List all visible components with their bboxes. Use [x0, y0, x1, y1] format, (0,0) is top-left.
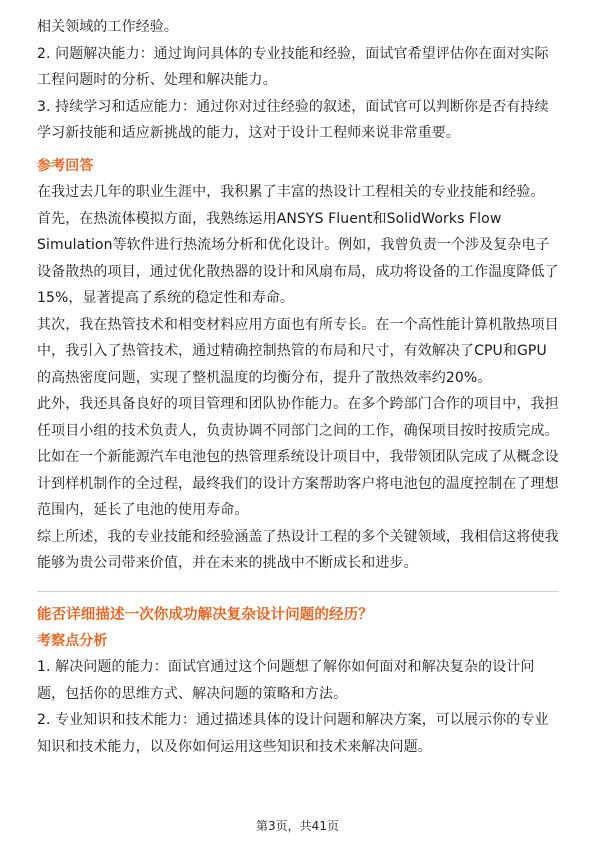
analysis-heading: 考察点分析: [37, 632, 108, 649]
paragraph-continued: 相关领域的工作经验。: [37, 19, 178, 35]
answer-paragraph-4: 此外，我还具备良好的项目管理和团队协作能力。在多个跨部门合作的项目中，我担任项目小组的技术负责人，负责协调不同部门之间的工作，确保项目按时按质完成。比如在一个新能源汽车电池包的热管理系统设计项目中，我带领团队完成了从概念设计到样机制作的全过程，最终我们的设计方案帮助客户将电池包的温度控制在了理想范围内，延长了电池的使用寿命。: [37, 396, 559, 518]
answer-paragraph-1: 在我过去几年的职业生涯中，我积累了丰富的热设计工程相关的专业技能和经验。: [37, 184, 545, 200]
document-page: [37, 14, 559, 760]
answer-paragraph-3: 其次，我在热管技术和相变材料应用方面也有所专长。在一个高性能计算机散热项目中，我引入了热管技术，通过精确控制热管的布局和尺寸，有效解决了CPU和GPU的高热密度问题，实现了整机温度的均衡分布，提升了散热效率约20%。: [37, 316, 559, 386]
answer-paragraph-2: 首先，在热流体模拟方面，我熟练运用ANSYS Fluent和SolidWorks Flow Simulation等软件进行热流场分析和优化设计。例如，我曾负责一个涉及复杂电子设备散热的项目，通过优化散热器的设计和风扇布局，成功将设备的工作温度降低了15%，显著提高了系统的稳定性和寿命。: [37, 210, 559, 306]
next-question-section: [37, 602, 559, 761]
section-divider: [37, 591, 559, 592]
answer-paragraph-5: 综上所述，我的专业技能和经验涵盖了热设计工程的多个关键领域，我相信这将使我能够为贵公司带来价值，并在未来的挑战中不断成长和进步。: [37, 528, 559, 571]
analysis-item-2: 2. 专业知识和技术能力：通过描述具体的设计问题和解决方案，可以展示你的专业知识和技术能力，以及你如何运用这些知识和技术来解决问题。: [37, 712, 549, 755]
question-title: 能否详细描述一次你成功解决复杂设计问题的经历？: [37, 606, 373, 623]
answer-section: [37, 153, 559, 577]
analysis-item-1: 1. 解决问题的能力：面试官通过这个问题想了解你如何面对和解决复杂的设计问题，包括你的思维方式、解决问题的策略和方法。: [37, 659, 535, 702]
list-item-problem-solving: 2. 问题解决能力：通过询问具体的专业技能和经验，面试官希望评估你在面对实际工程问题时的分析、处理和解决能力。: [37, 45, 549, 88]
answer-heading: 参考回答: [37, 157, 94, 174]
page-number: 第3页，共41页: [256, 819, 339, 833]
top-section: [37, 14, 559, 147]
list-item-continuous-learning: 3. 持续学习和适应能力：通过你对过往经验的叙述，面试官可以判断你是否有持续学习新技能和适应新挑战的能力，这对于设计工程师来说非常重要。: [37, 98, 549, 141]
